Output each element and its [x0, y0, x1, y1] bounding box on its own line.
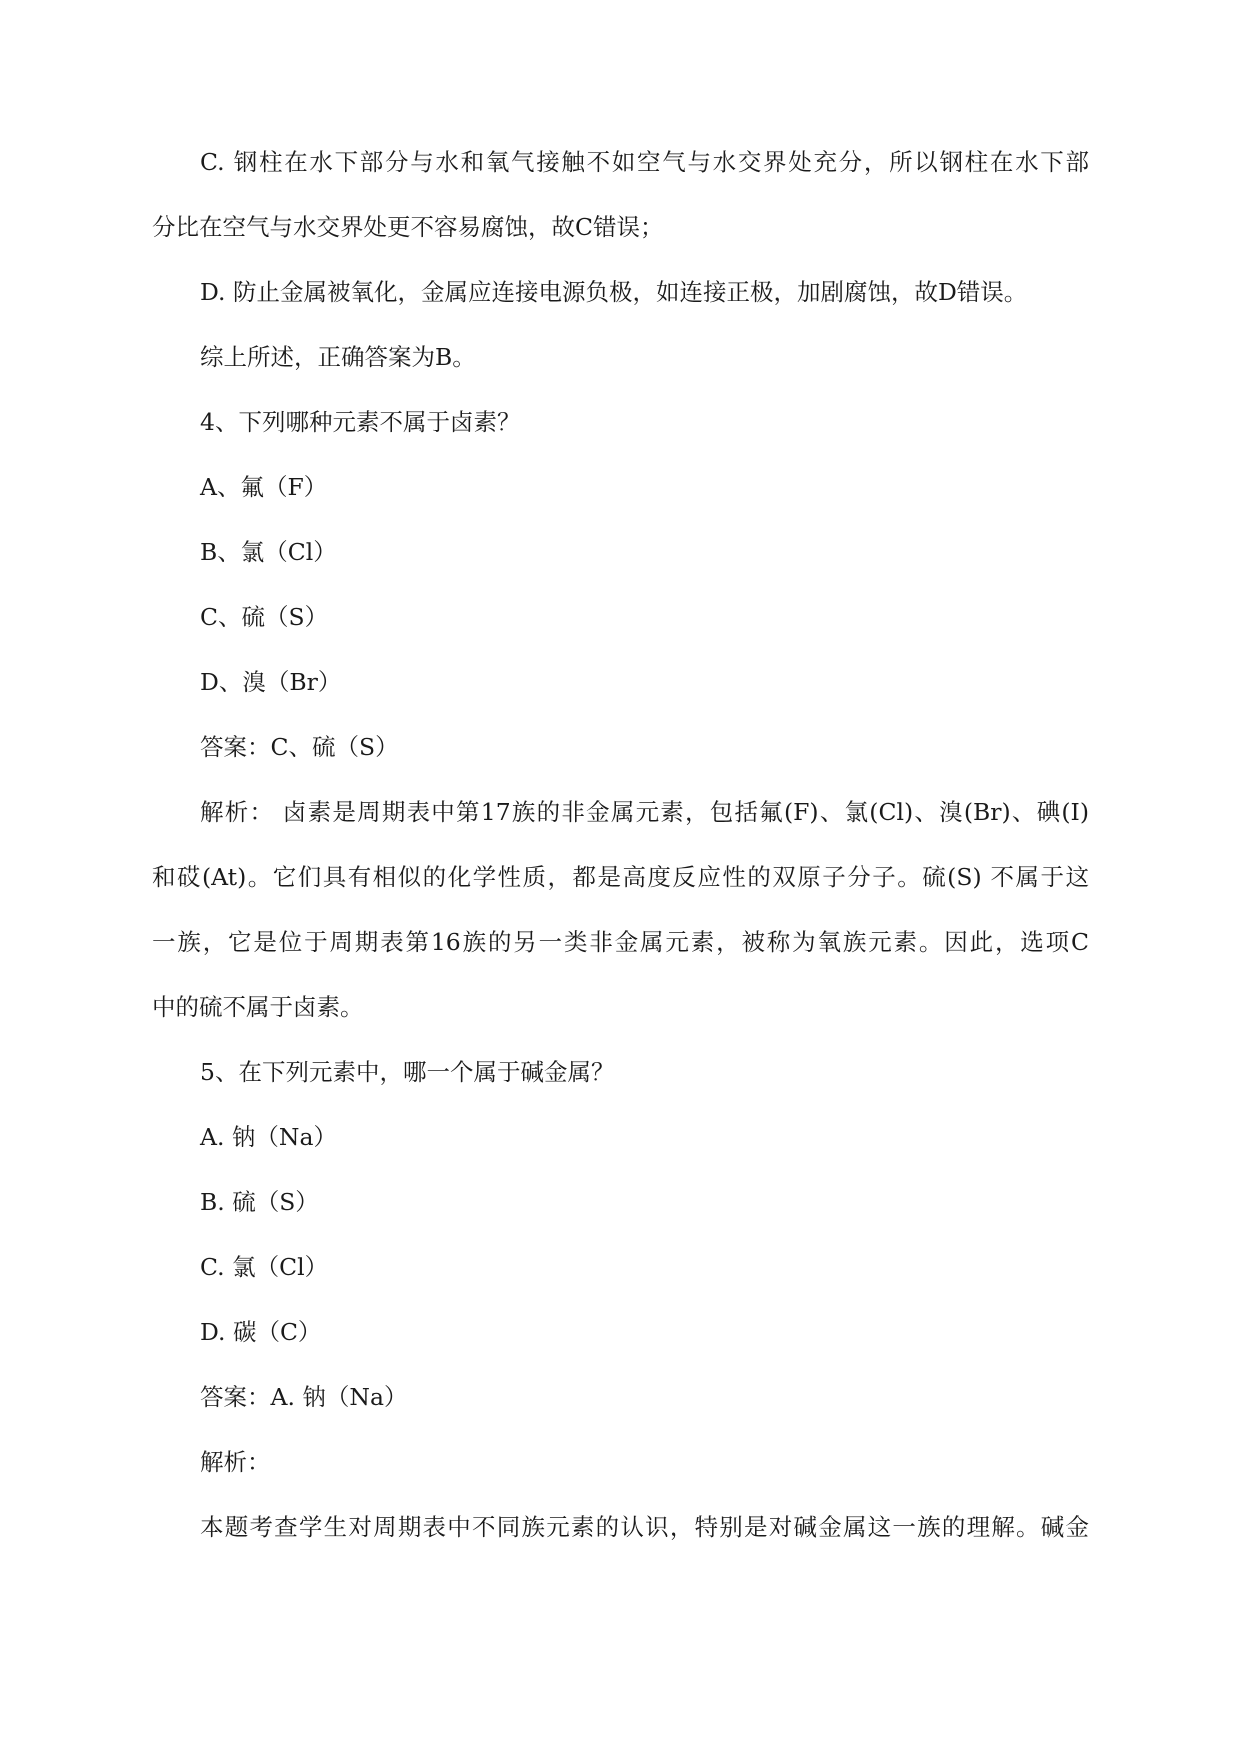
q5-analysis-label: 解析： — [200, 1448, 271, 1476]
q4-answer: 答案：C、硫（S） — [200, 733, 399, 761]
q5-answer: 答案：A. 钠（Na） — [200, 1383, 408, 1411]
q5-option-a: A. 钠（Na） — [200, 1123, 337, 1151]
option-c-explanation-line-2: 分比在空气与水交界处更不容易腐蚀，故C错误； — [152, 213, 664, 241]
summary-answer: 综上所述，正确答案为B。 — [200, 343, 476, 371]
q5-option-b: B. 硫（S） — [200, 1188, 319, 1216]
option-d-explanation: D. 防止金属被氧化，金属应连接电源负极，如连接正极，加剧腐蚀，故D错误。 — [200, 278, 1028, 306]
q4-option-a: A、氟（F） — [200, 473, 328, 501]
q4-option-b: B、氯（Cl） — [200, 538, 337, 566]
q4-analysis-line-3: 一族，它是位于周期表第16族的另一类非金属元素，被称为氧族元素。因此，选项C — [152, 928, 1089, 956]
q4-option-c: C、硫（S） — [200, 603, 329, 631]
q5-option-c: C. 氯（Cl） — [200, 1253, 329, 1281]
option-c-explanation-line-1: C. 钢柱在水下部分与水和氧气接触不如空气与水交界处充分，所以钢柱在水下部 — [200, 148, 1089, 176]
q4-analysis-line-4: 中的硫不属于卤素。 — [152, 993, 364, 1021]
q5-analysis-line-1: 本题考查学生对周期表中不同族元素的认识，特别是对碱金属这一族的理解。碱金 — [200, 1513, 1089, 1541]
question-5: 5、在下列元素中，哪一个属于碱金属？ — [200, 1058, 615, 1086]
question-4: 4、下列哪种元素不属于卤素？ — [200, 408, 521, 436]
q5-option-d: D. 碳（C） — [200, 1318, 322, 1346]
q4-option-d: D、溴（Br） — [200, 668, 342, 696]
document-page — [152, 147, 1089, 1577]
q4-analysis-line-2: 和砹(At)。它们具有相似的化学性质，都是高度反应性的双原子分子。硫(S) 不属于这 — [152, 863, 1089, 891]
q4-analysis-line-1: 解析： 卤素是周期表中第17族的非金属元素，包括氟(F)、氯(Cl)、溴(Br)、碘(I) — [200, 798, 1089, 826]
